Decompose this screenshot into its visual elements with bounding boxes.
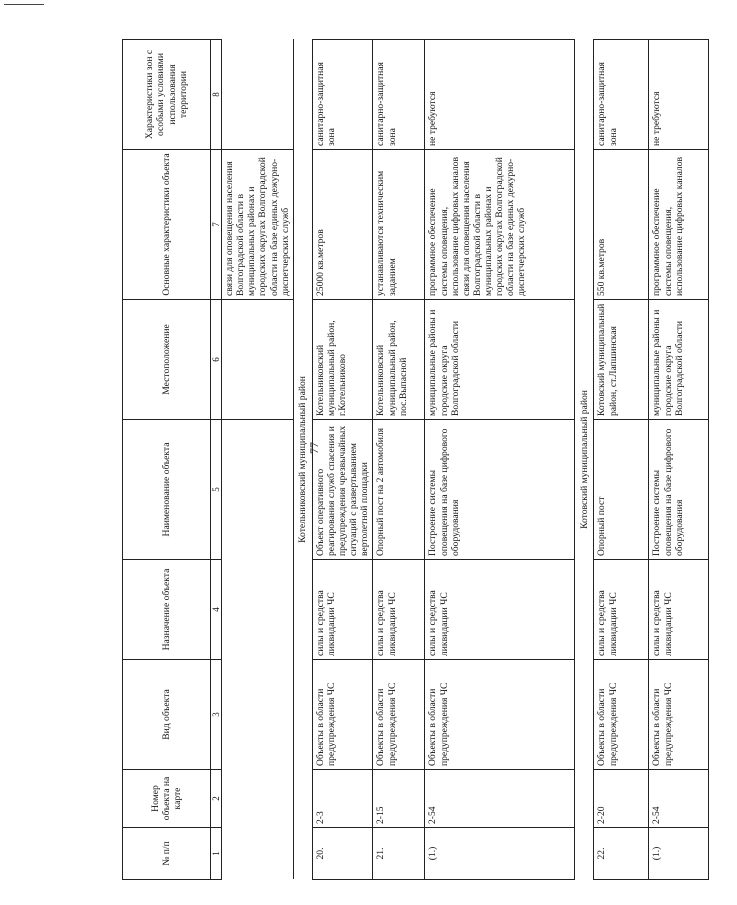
table-row (373, 40, 425, 880)
page-number: 77 (307, 442, 321, 454)
cell-location: Котельниковский муниципальный район, г.Котельниково (312, 300, 373, 420)
cell-zones: не требуются (425, 40, 575, 150)
cell-name: Построение системы оповещения на базе цифрового оборудования (425, 420, 575, 560)
cell-num: 22. (594, 828, 649, 880)
header-cell-type: Вид объекта (123, 660, 211, 770)
cell-purpose: силы и средства ликвидации ЧС (425, 560, 575, 660)
continuation-row (222, 40, 294, 880)
cell-characteristics: программное обеспечение системы оповещения, использование цифровых каналов связи для оповещения населения Волгоградской области в муниципальных районах и городских округах Волгоградской области на базе единых дежурно-диспетчерских служб (425, 150, 575, 300)
cell-zones: санитарно-защитная зона (373, 40, 425, 150)
header-cell-num: № п/п (123, 828, 211, 880)
cell-name: Опорный пост (594, 420, 649, 560)
rotated-page (122, 40, 737, 880)
header-cell-map-num: Номер объекта на карте (123, 770, 211, 828)
cell-map-num: 2-15 (373, 770, 425, 828)
cell-type: Объекты в области предупреждения ЧС (649, 660, 709, 770)
column-number-row (211, 40, 222, 880)
header-row (123, 40, 211, 880)
cell-name: Объект оперативного реагирования служб спасения и предупреждения чрезвычайных ситуаций с развертыванием вертолетной площадки (312, 420, 373, 560)
cell-characteristics: 550 кв.метров (594, 150, 649, 300)
cell-purpose: силы и средства ликвидации ЧС (594, 560, 649, 660)
header-cell-zones: Характеристики зон с особыми условиями использования территории (123, 40, 211, 150)
header-cell-characteristics: Основные характеристики объекта (123, 150, 211, 300)
column-number: 1 (211, 828, 222, 880)
cell-num: 21. (373, 828, 425, 880)
top-rule (4, 4, 44, 5)
cell-location: муниципальные районы и городские округа Волгоградской области (649, 300, 709, 420)
cell-type: Объекты в области предупреждения ЧС (373, 660, 425, 770)
cell-purpose: силы и средства ликвидации ЧС (312, 560, 373, 660)
section-title-row (575, 40, 594, 880)
cell-purpose: силы и средства ликвидации ЧС (649, 560, 709, 660)
section-title-row (293, 40, 312, 880)
cell-purpose: силы и средства ликвидации ЧС (373, 560, 425, 660)
cell-num: (1.) (425, 828, 575, 880)
column-number: 5 (211, 420, 222, 560)
table-row (649, 40, 709, 880)
table-row (425, 40, 575, 880)
continuation-characteristics: связи для оповещения населения Волгоградской области в муниципальных районах и городских округах Волгоградской области на базе единых дежурно-диспетчерских служб (222, 150, 294, 300)
cell-location: муниципальные районы и городские округа Волгоградской области (425, 300, 575, 420)
column-number: 2 (211, 770, 222, 828)
cell-zones: санитарно-защитная зона (312, 40, 373, 150)
cell-name: Опорный пост на 2 автомобиля (373, 420, 425, 560)
cell-map-num: 2-20 (594, 770, 649, 828)
objects-table (122, 39, 709, 880)
cell-zones: не требуются (649, 40, 709, 150)
cell-num: 20. (312, 828, 373, 880)
cell-type: Объекты в области предупреждения ЧС (594, 660, 649, 770)
cell-type: Объекты в области предупреждения ЧС (425, 660, 575, 770)
column-number: 6 (211, 300, 222, 420)
cell-characteristics: устанавливаются техническим заданием (373, 150, 425, 300)
cell-location: Котовский муниципальный район, ст.Лапшинская (594, 300, 649, 420)
cell-zones: санитарно-защитная зона (594, 40, 649, 150)
cell-name: Построение системы оповещения на базе цифрового оборудования (649, 420, 709, 560)
cell-map-num: 2-3 (312, 770, 373, 828)
header-cell-purpose: Назначение объекта (123, 560, 211, 660)
cell-map-num: 2-54 (425, 770, 575, 828)
header-cell-location: Местоположение (123, 300, 211, 420)
column-number: 7 (211, 150, 222, 300)
column-number: 8 (211, 40, 222, 150)
cell-characteristics: 25000 кв.метров (312, 150, 373, 300)
section-title: Котовский муниципальный район (575, 40, 594, 880)
column-number: 4 (211, 560, 222, 660)
header-cell-name: Наименование объекта (123, 420, 211, 560)
cell-type: Объекты в области предупреждения ЧС (312, 660, 373, 770)
table-row (312, 40, 373, 880)
cell-characteristics: программное обеспечение системы оповещения, использование цифровых каналов (649, 150, 709, 300)
column-number: 3 (211, 660, 222, 770)
section-title: Котельниковский муниципальный район (293, 40, 312, 880)
table-row (594, 40, 649, 880)
cell-location: Котельниковский муниципальный район, пос.Выпасной (373, 300, 425, 420)
cell-map-num: 2-54 (649, 770, 709, 828)
cell-num: (1.) (649, 828, 709, 880)
